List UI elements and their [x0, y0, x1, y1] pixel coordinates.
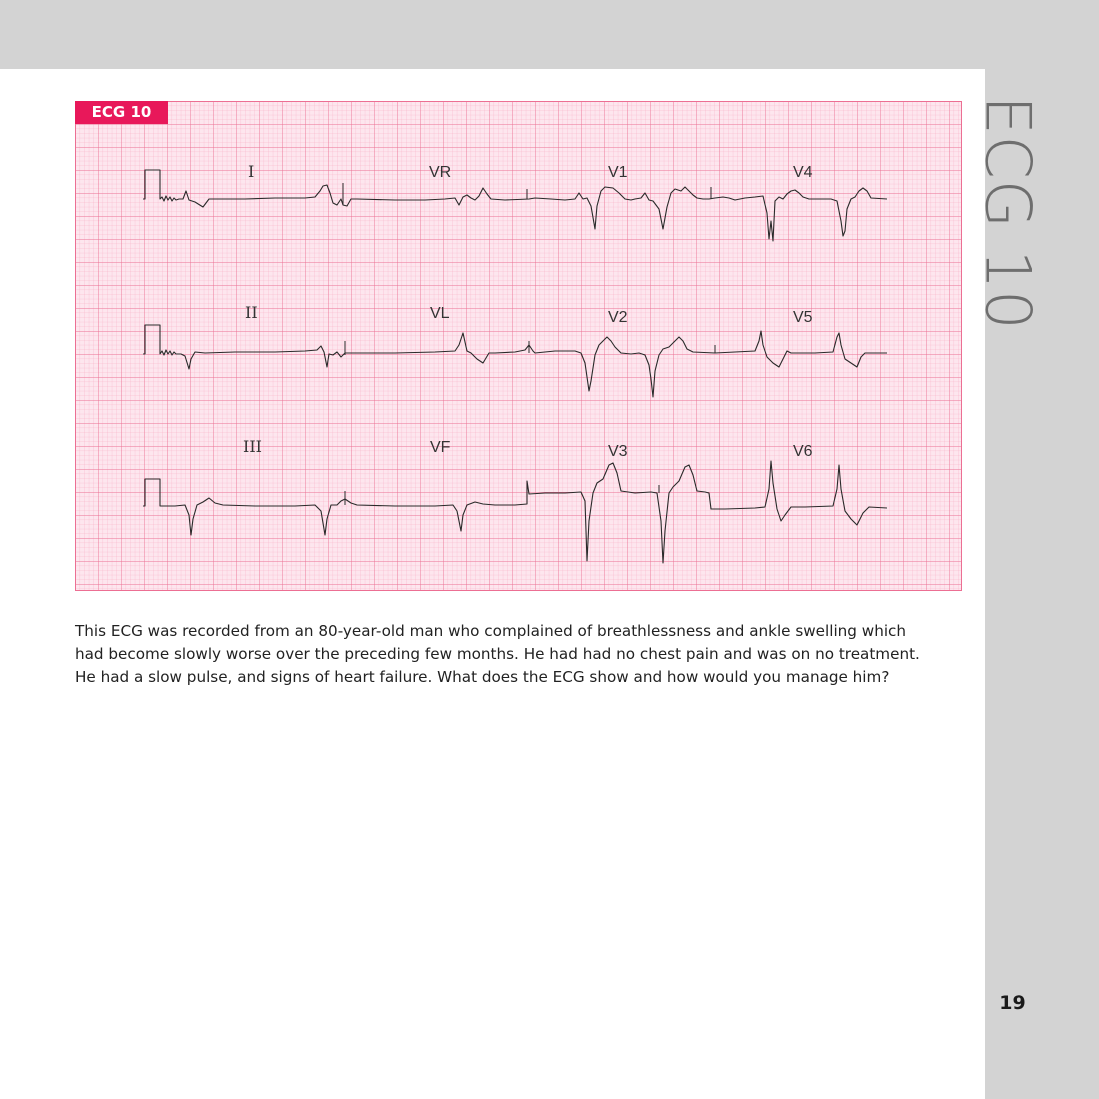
ecg-grid: [75, 101, 962, 591]
lead-label-v4: V4: [793, 164, 813, 181]
lead-label-v6: V6: [793, 443, 813, 460]
lead-label-vr: VR: [429, 164, 452, 181]
lead-label-v3: V3: [608, 443, 628, 460]
lead-label-vf: VF: [430, 439, 451, 456]
question-text: [75, 620, 975, 689]
ecg-strip: [75, 101, 962, 591]
ecg-number-tag: ECG 10: [75, 101, 168, 124]
side-title: ECG 10: [971, 95, 1045, 331]
lead-label-i: I: [248, 162, 255, 181]
lead-label-iii: III: [243, 437, 262, 456]
question-line-2: had become slowly worse over the preceding few months. He had had no chest pain and was on no treatment.: [75, 645, 920, 663]
question-line-3: He had a slow pulse, and signs of heart failure. What does the ECG show and how would you manage him?: [75, 668, 890, 686]
lead-label-v1: V1: [608, 164, 628, 181]
question-line-1: This ECG was recorded from an 80-year-old man who complained of breathlessness and ankle swelling which: [75, 622, 907, 640]
lead-label-ii: II: [245, 303, 258, 322]
lead-label-v5: V5: [793, 309, 813, 326]
top-band: [0, 0, 1099, 69]
lead-label-v2: V2: [608, 309, 628, 326]
lead-label-vl: VL: [430, 305, 450, 322]
page-number: 19: [999, 992, 1026, 1014]
